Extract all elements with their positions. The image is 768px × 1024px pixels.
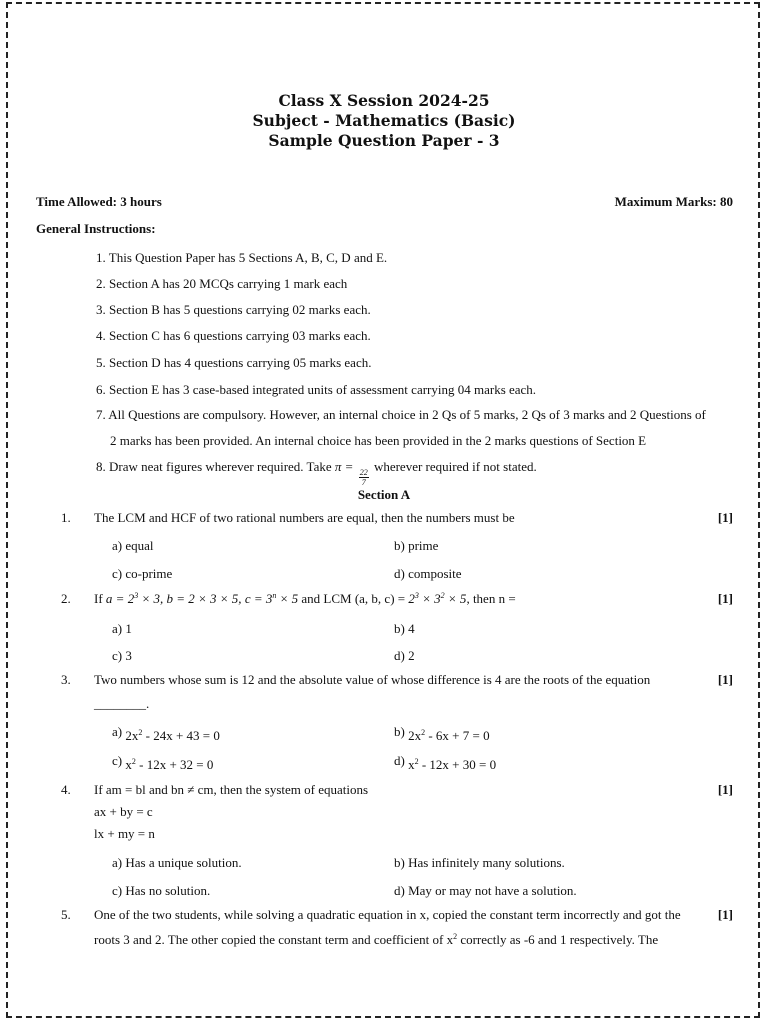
q5-line2-start: roots 3 and 2. The other copied the constant term and coefficient of x (94, 932, 454, 947)
paper-header (0, 91, 768, 151)
header-paper-title: Sample Question Paper - 3 (268, 131, 500, 150)
option-expression (408, 757, 496, 772)
maximum-marks: Maximum Marks: 80 (614, 194, 733, 209)
option-c: c) 3 (112, 648, 132, 663)
q2-b-definition: b = 2 × 3 × 5, (166, 591, 245, 606)
option-a: a) 1 (112, 621, 132, 636)
q2-c-rest: × 5 (276, 591, 299, 606)
expr-term: 2x (125, 728, 139, 743)
expr-term: x (125, 757, 132, 772)
general-instructions-label: General Instructions: (36, 221, 156, 236)
not-equal-symbol: ≠ (187, 782, 195, 797)
q5-exponent: 2 (453, 932, 458, 941)
section-a-title: Section A (357, 487, 411, 502)
expr-rest: - 24x + 43 = 0 (142, 728, 220, 743)
question-text (94, 591, 516, 607)
instruction-item: 2. Section A has 20 MCQs carrying 1 mark each (96, 276, 348, 291)
q2-lcm-b: × 3 (418, 591, 441, 606)
answer-blank: ________. (94, 696, 150, 711)
marks-badge: [1] (717, 672, 733, 687)
q2-lcm-value (408, 591, 466, 606)
option-d: d) May or may not have a solution. (394, 883, 577, 898)
option-label: b) (394, 724, 405, 739)
q2-a-base: a = 2 (105, 591, 135, 606)
marks-badge: [1] (717, 782, 733, 797)
instruction-8-tail: wherever required if not stated. (370, 459, 537, 474)
equation-1: ax + by = c (94, 804, 153, 819)
question-text: Two numbers whose sum is 12 and the absolute value of whose difference is 4 are the roots of the equation (94, 672, 651, 687)
option-a: a) equal (112, 538, 154, 553)
question-text-continued (94, 932, 658, 948)
q2-c-exponent: n (272, 591, 277, 600)
option-c: c) co-prime (112, 566, 173, 581)
q2-a-definition (106, 591, 298, 606)
q4-text-start: If am = bl and bn (94, 782, 188, 797)
expr-term: x (408, 757, 415, 772)
question-number: 1. (61, 510, 71, 525)
expr-exponent: 2 (421, 728, 426, 737)
instruction-item: 7. All Questions are compulsory. However, an internal choice in 2 Qs of 5 marks, 2 Qs of 3 marks and 2 Questions of (96, 407, 706, 422)
instruction-item: 5. Section D has 4 questions carrying 05 marks each. (96, 355, 372, 370)
pi-symbol: π = (334, 459, 354, 474)
equation-2: lx + my = n (94, 826, 155, 841)
option-a (112, 724, 220, 743)
option-expression (125, 728, 220, 743)
q2-lcm-b-exponent: 2 (440, 591, 445, 600)
option-a: a) Has a unique solution. (112, 855, 242, 870)
expr-rest: - 12x + 30 = 0 (418, 757, 497, 772)
option-b: b) 4 (394, 621, 415, 636)
question-number: 3. (61, 672, 71, 687)
option-expression (125, 757, 213, 772)
instruction-item-continued: 2 marks has been provided. An internal choice has been provided in the 2 marks questions of Section E (110, 433, 647, 448)
q2-c-base: c = 3 (244, 591, 273, 606)
time-allowed: Time Allowed: 3 hours (36, 194, 162, 209)
expr-exponent: 2 (131, 757, 136, 766)
expr-rest: - 12x + 32 = 0 (135, 757, 214, 772)
q2-end: , then n = (466, 591, 516, 606)
question-number: 5. (61, 907, 71, 922)
header-subject: Subject - Mathematics (Basic) (252, 111, 516, 130)
option-label: d) (394, 753, 405, 768)
option-label: c) (112, 753, 123, 768)
expr-rest: - 6x + 7 = 0 (425, 728, 490, 743)
pi-denominator: 7 (361, 478, 366, 487)
expr-exponent: 2 (138, 728, 143, 737)
option-b (394, 724, 490, 743)
instruction-item-pi (96, 459, 537, 487)
expr-term: 2x (408, 728, 422, 743)
instruction-item: 1. This Question Paper has 5 Sections A, B, C, D and E. (96, 250, 388, 265)
q4-text-end: cm, then the system of equations (194, 782, 369, 797)
pi-fraction (359, 468, 369, 487)
marks-badge: [1] (717, 591, 733, 606)
q2-lcm-c: × 5 (444, 591, 467, 606)
header-class-session: Class X Session 2024-25 (278, 91, 490, 110)
option-b: b) prime (394, 538, 439, 553)
question-number: 4. (61, 782, 71, 797)
question-number: 2. (61, 591, 71, 606)
expr-exponent: 2 (414, 757, 419, 766)
marks-badge: [1] (717, 907, 733, 922)
option-c (112, 753, 214, 772)
marks-badge: [1] (717, 510, 733, 525)
q2-lcm-a: 2 (408, 591, 415, 606)
instruction-item: 4. Section C has 6 questions carrying 03 marks each. (96, 328, 371, 343)
option-d: d) 2 (394, 648, 415, 663)
option-d (394, 753, 497, 772)
q2-if: If (94, 591, 106, 606)
q2-a-rest: × 3, (138, 591, 167, 606)
q2-lcm-a-exponent: 3 (414, 591, 419, 600)
question-text: One of the two students, while solving a quadratic equation in x, copied the constant term incorrectly and got the (94, 907, 681, 922)
question-text: The LCM and HCF of two rational numbers are equal, then the numbers must be (94, 510, 515, 525)
q5-line2-end: correctly as -6 and 1 respectively. The (457, 932, 659, 947)
option-c: c) Has no solution. (112, 883, 211, 898)
q2-lcm-label: and LCM (a, b, c) = (298, 591, 409, 606)
q2-a-exponent: 3 (134, 591, 139, 600)
instruction-8-text: 8. Draw neat figures wherever required. Take (96, 459, 335, 474)
option-label: a) (112, 724, 123, 739)
instruction-item: 3. Section B has 5 questions carrying 02 marks each. (96, 302, 371, 317)
option-d: d) composite (394, 566, 462, 581)
question-text (94, 782, 368, 798)
option-b: b) Has infinitely many solutions. (394, 855, 565, 870)
instruction-item: 6. Section E has 3 case-based integrated units of assessment carrying 04 marks each. (96, 382, 537, 397)
option-expression (408, 728, 490, 743)
pi-numerator: 22 (359, 468, 368, 477)
